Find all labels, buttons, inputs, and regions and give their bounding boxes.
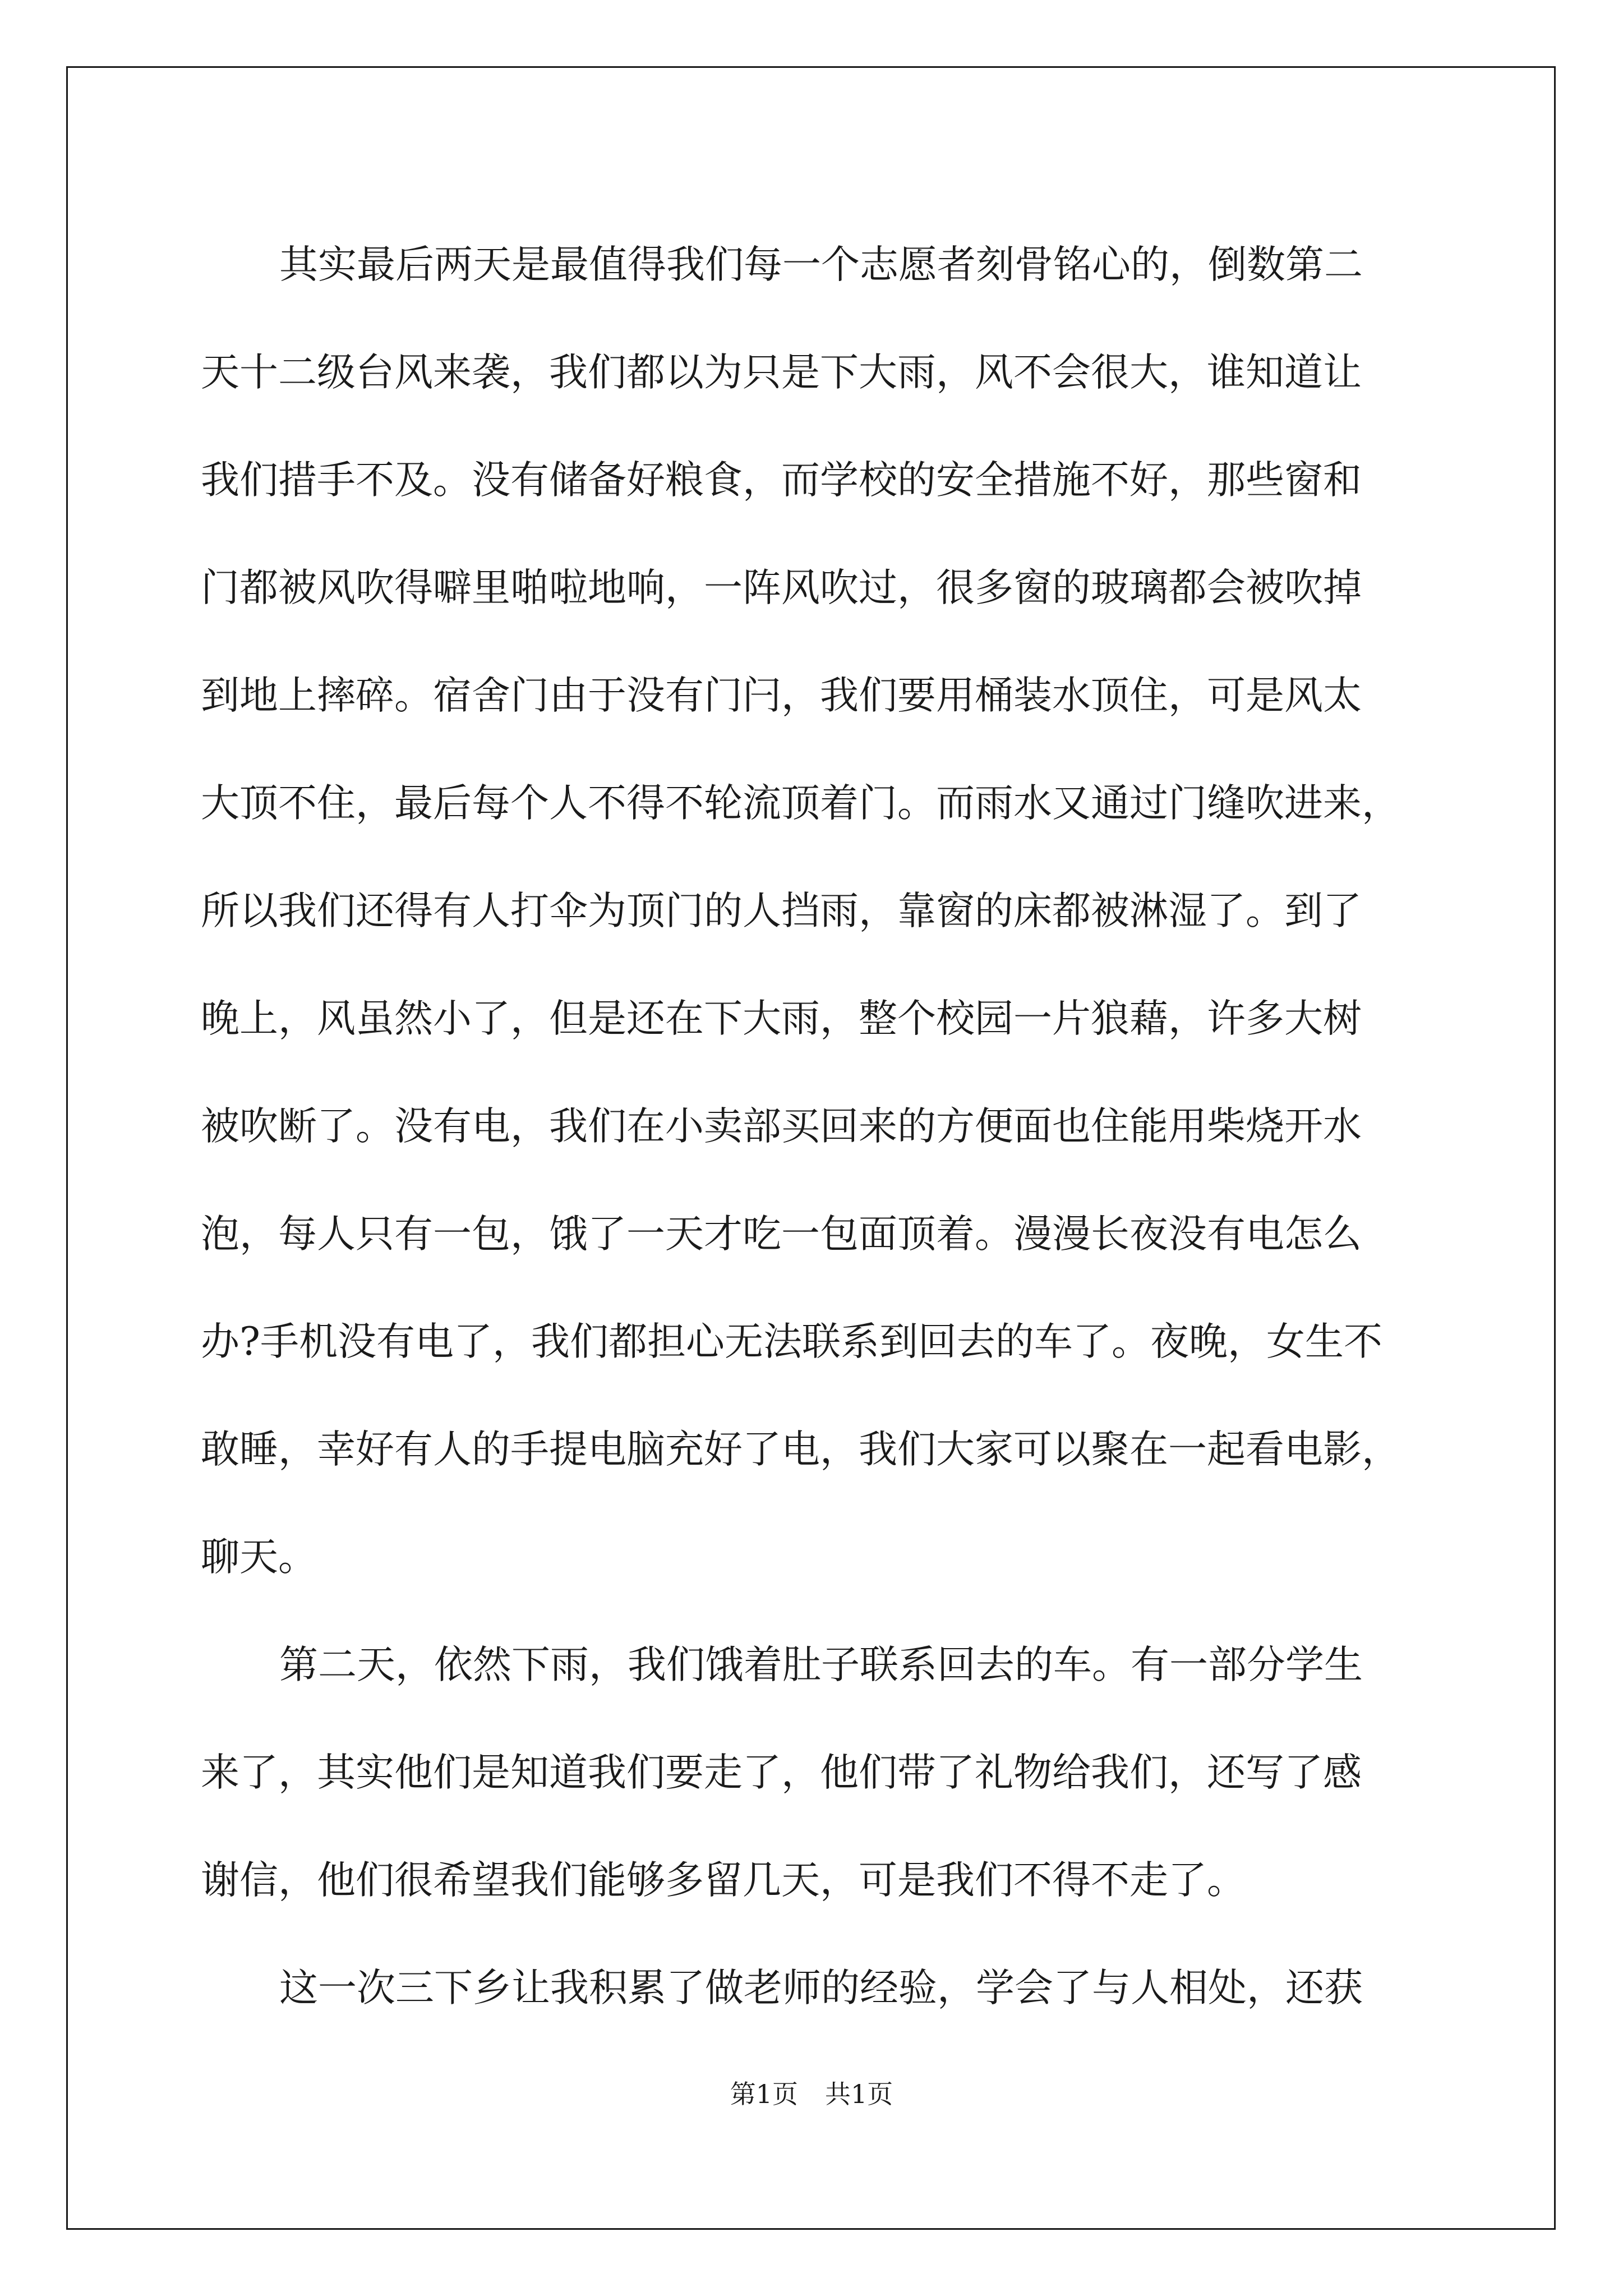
paragraph-1-line-6: 大顶不住，最后每个人不得不轮流顶着门。而雨水又通过门缝吹进来， (201, 781, 1400, 826)
page-number-current: 第1页 (730, 2079, 798, 2109)
paragraph-1-line-13: 聊天。 (201, 1535, 317, 1580)
paragraph-1-line-10: 泡，每人只有一包，饿了一天才吃一包面顶着。漫漫长夜没有电怎么 (201, 1212, 1362, 1257)
paragraph-1-line-5: 到地上摔碎。宿舍门由于没有门闩，我们要用桶装水顶住，可是风太 (201, 673, 1362, 718)
paragraph-1-line-7: 所以我们还得有人打伞为顶门的人挡雨，靠窗的床都被淋湿了。到了 (201, 889, 1362, 933)
paragraph-1-line-2: 天十二级台风来袭，我们都以为只是下大雨，风不会很大，谁知道让 (201, 350, 1362, 395)
paragraph-3-line-1: 这一次三下乡让我积累了做老师的经验，学会了与人相处，还获 (279, 1966, 1363, 2010)
paragraph-1-line-1: 其实最后两天是最值得我们每一个志愿者刻骨铭心的，倒数第二 (279, 242, 1363, 287)
paragraph-2-line-3: 谢信，他们很希望我们能够多留几天，可是我们不得不走了。 (201, 1858, 1246, 1903)
paragraph-2-line-1: 第二天，依然下雨，我们饿着肚子联系回去的车。有一部分学生 (279, 1642, 1363, 1687)
paragraph-1-line-3: 我们措手不及。没有储备好粮食，而学校的安全措施不好，那些窗和 (201, 458, 1362, 503)
paragraph-1-line-11: 办?手机没有电了，我们都担心无法联系到回去的车了。夜晚，女生不 (201, 1319, 1382, 1364)
paragraph-1-line-12: 敢睡，幸好有人的手提电脑充好了电，我们大家可以聚在一起看电影， (201, 1427, 1400, 1472)
paragraph-2-line-2: 来了，其实他们是知道我们要走了，他们带了礼物给我们，还写了感 (201, 1750, 1362, 1795)
page-footer (0, 2074, 1623, 2111)
page-number-total: 共1页 (825, 2079, 893, 2109)
document-body (201, 211, 1435, 2042)
paragraph-1-line-4: 门都被风吹得噼里啪啦地响，一阵风吹过，很多窗的玻璃都会被吹掉 (201, 565, 1362, 610)
paragraph-1-line-8: 晚上，风虽然小了，但是还在下大雨，整个校园一片狼藉，许多大树 (201, 996, 1362, 1041)
paragraph-1-line-9: 被吹断了。没有电，我们在小卖部买回来的方便面也住能用柴烧开水 (201, 1104, 1362, 1149)
